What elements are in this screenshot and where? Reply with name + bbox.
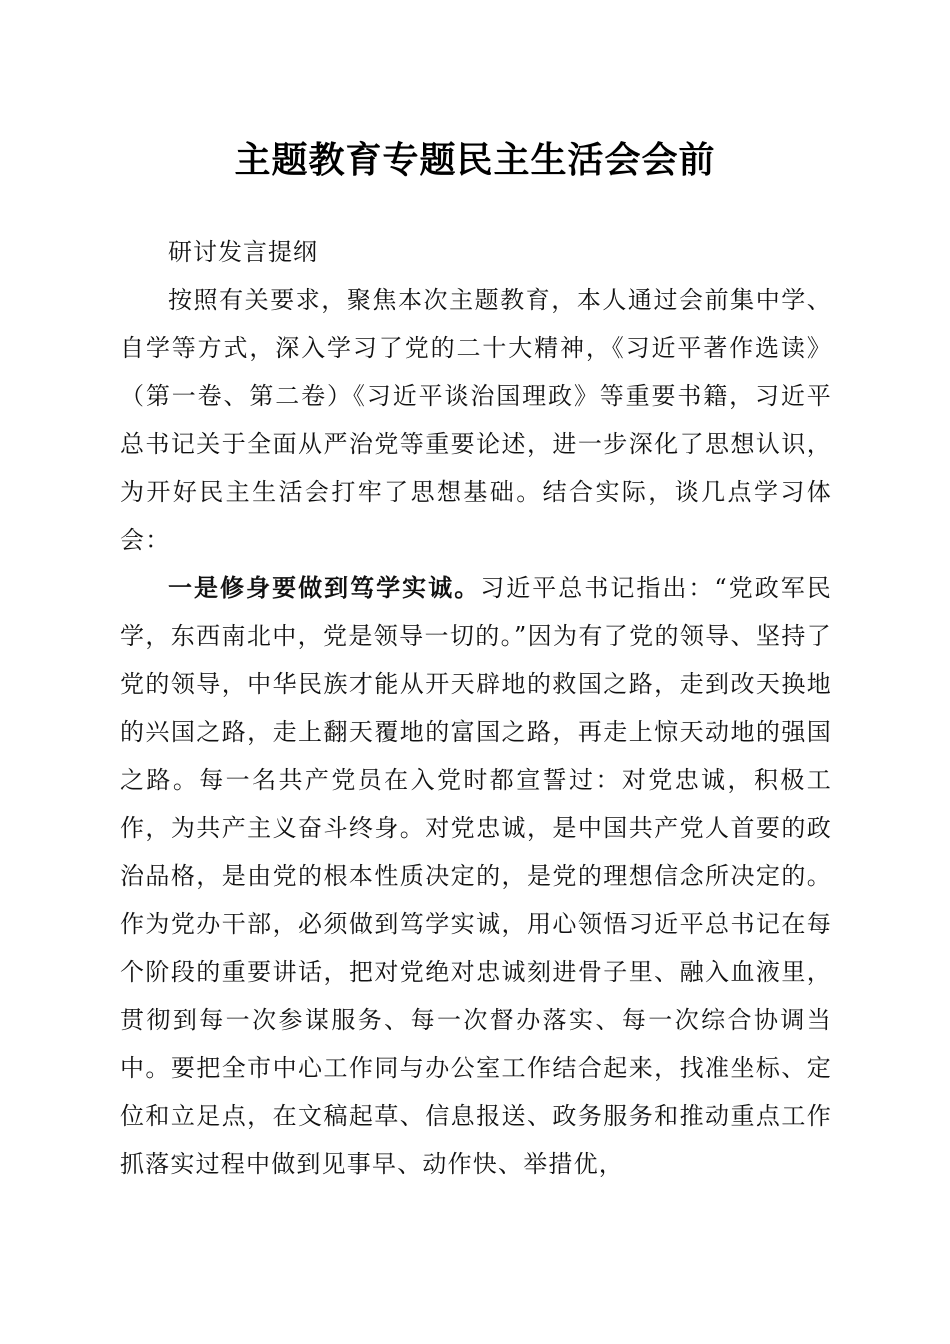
intro-paragraph: 按照有关要求，聚焦本次主题教育，本人通过会前集中学、自学等方式，深入学习了党的二十大精神，《习近平著作选读》（第一卷、第二卷）《习近平谈治国理政》等重要书籍，习近平总书记关于全面从严治党等重要论述，进一步深化了思想认识，为开好民主生活会打牢了思想基础。结合实际，谈几点学习体会： (120, 286, 832, 554)
document-subtitle: 研讨发言提纲 (168, 238, 318, 266)
document-body (120, 228, 832, 1188)
section-1-text: 习近平总书记指出：“党政军民学，东西南北中，党是领导一切的。”因为有了党的领导、坚持了党的领导，中华民族才能从开天辟地的救国之路，走到改天换地的兴国之路，走上翻天覆地的富国之路，再走上惊天动地的强国之路。每一名共产党员在入党时都宣誓过：对党忠诚，积极工作，为共产主义奋斗终身。对党忠诚，是中国共产党人首要的政治品格，是由党的根本性质决定的，是党的理想信念所决定的。作为党办干部，必须做到笃学实诚，用心领悟习近平总书记在每个阶段的重要讲话，把对党绝对忠诚刻进骨子里、融入血液里，贯彻到每一次参谋服务、每一次督办落实、每一次综合协调当中。要把全市中心工作同与办公室工作结合起来，找准坐标、定位和立足点，在文稿起草、信息报送、政务服务和推动重点工作抓落实过程中做到见事早、动作快、举措优， (120, 574, 832, 1178)
section-1-lead: 一是修身要做到笃学实诚。 (168, 573, 481, 602)
section-1-paragraph (120, 564, 832, 1188)
document-title: 主题教育专题民主生活会会前 (234, 139, 716, 181)
